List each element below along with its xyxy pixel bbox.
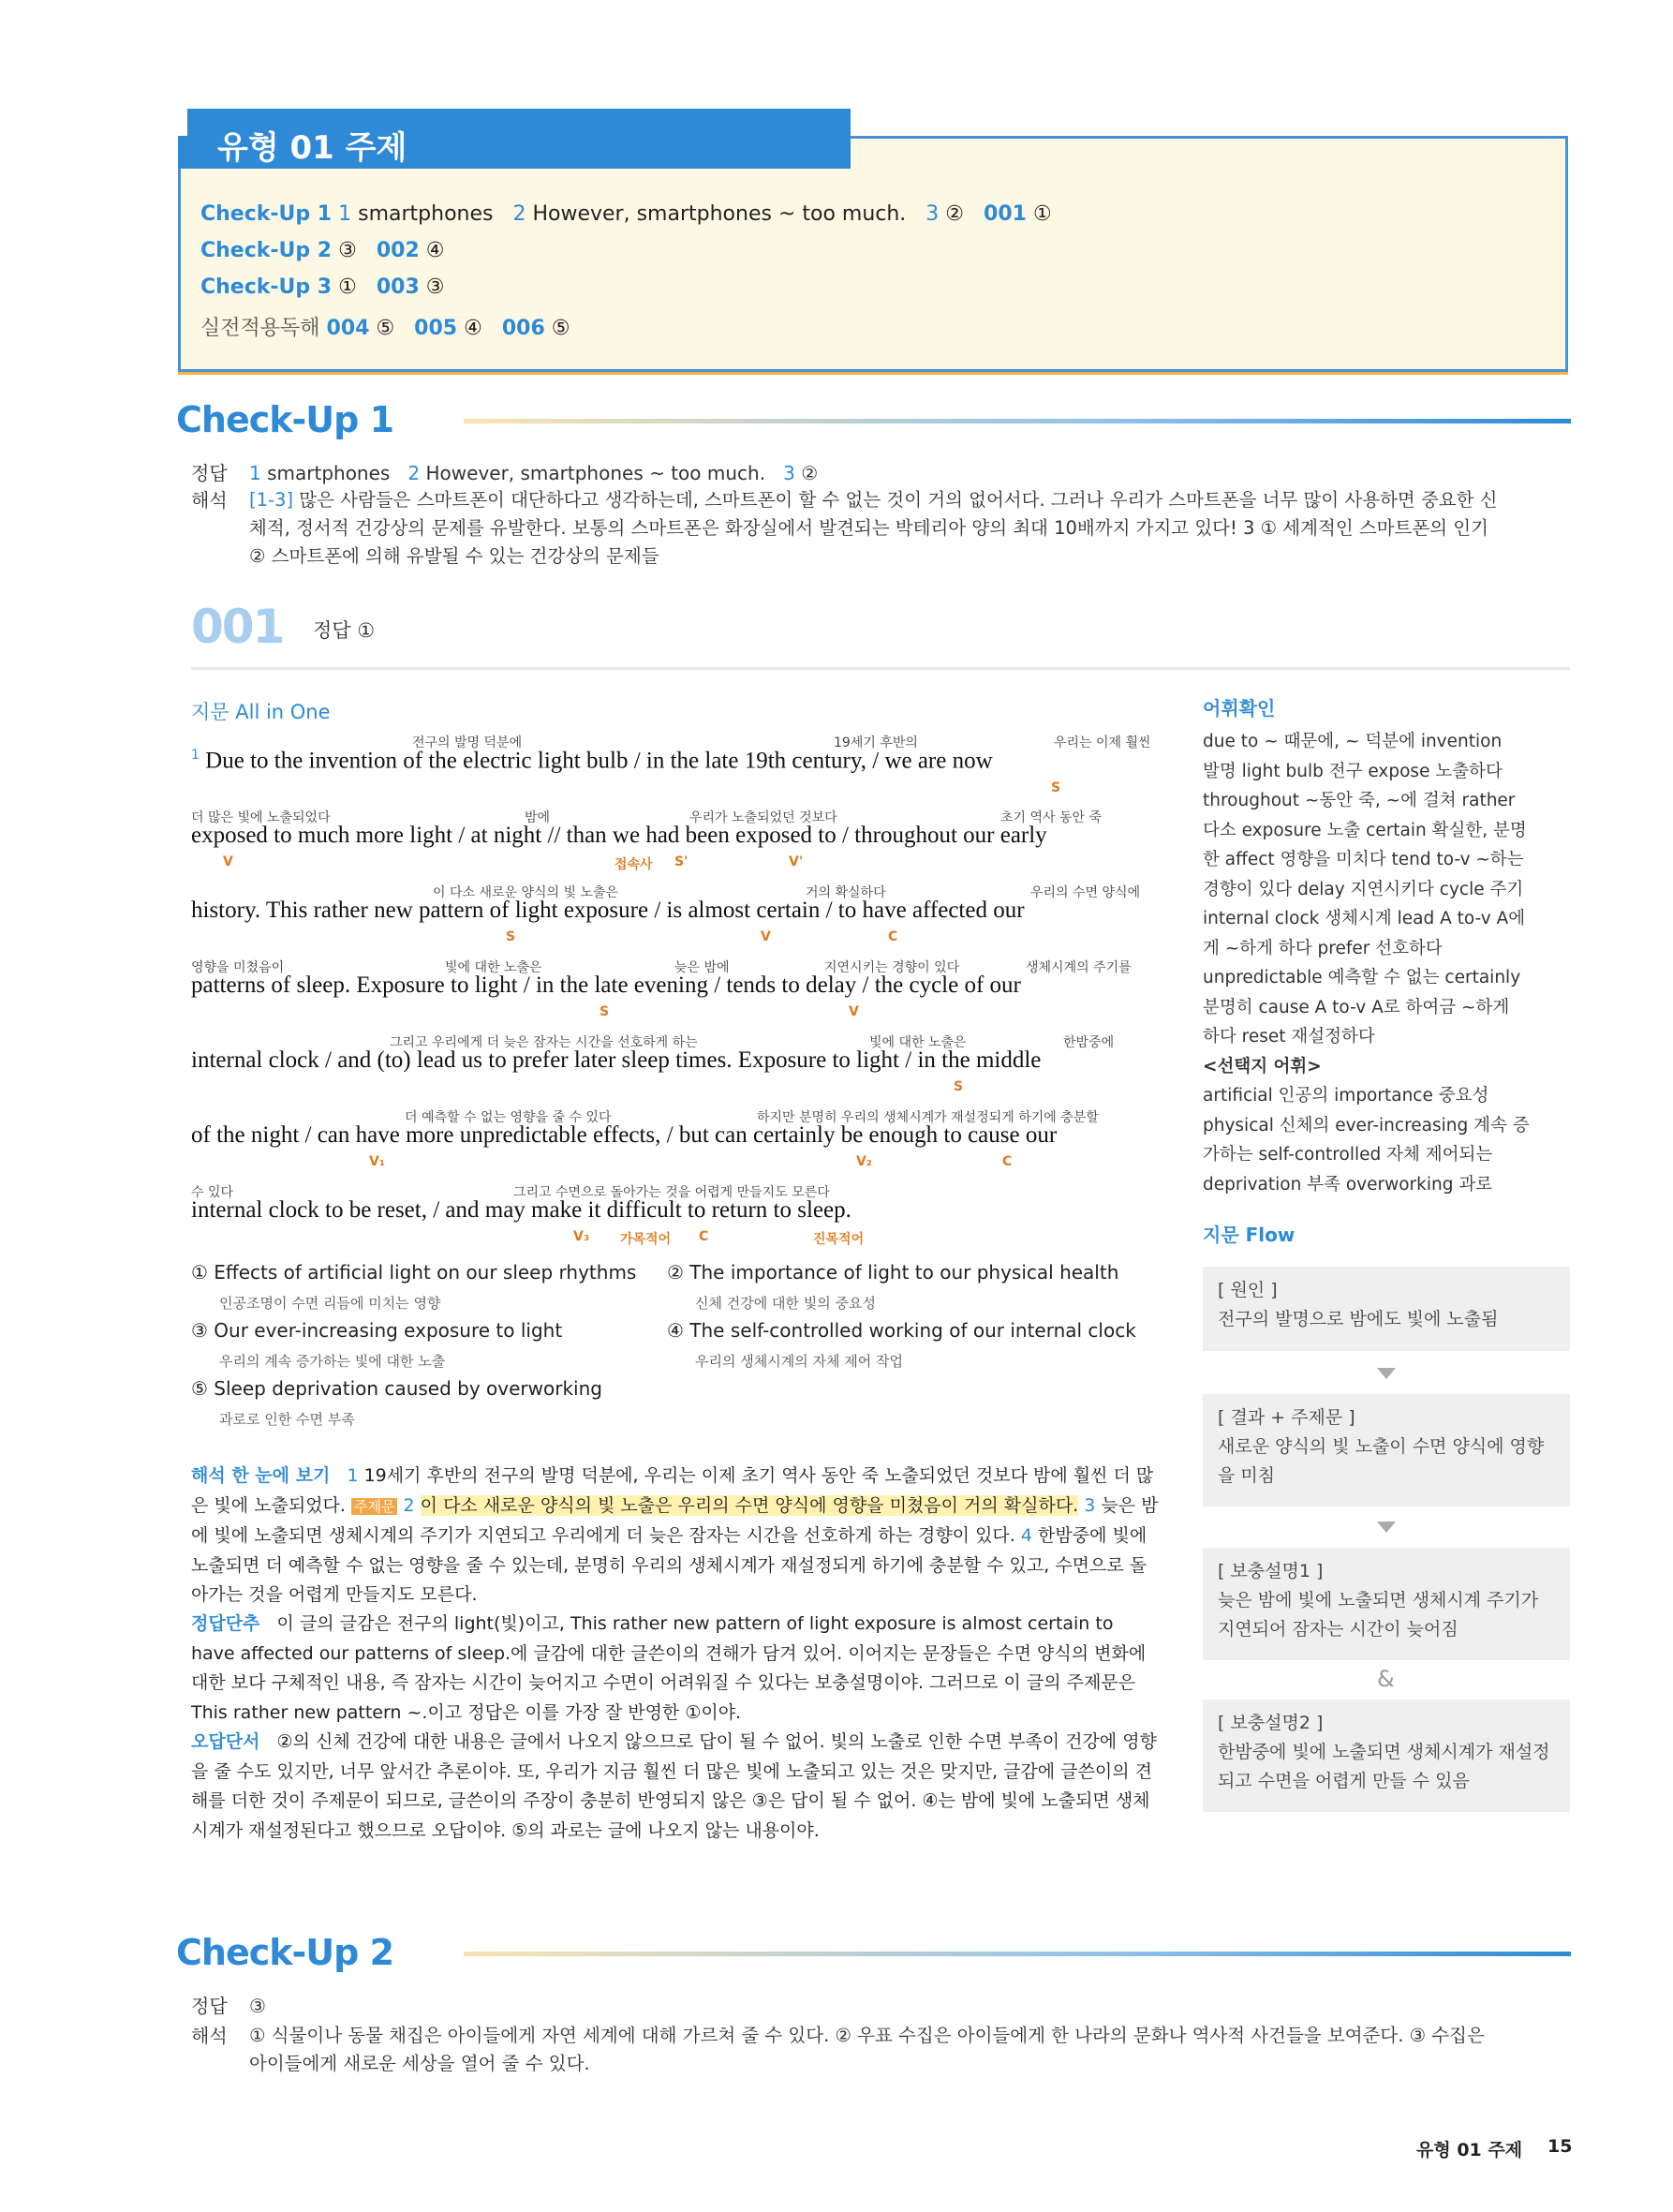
gloss: 더 많은 빛에 노출되었다 [191,810,331,825]
choice-5-ko: 과로로 인한 수면 부족 [219,1411,355,1428]
passage-line: history. This rather new pattern of light exposure / is almost certain / to have affected our [191,898,1025,923]
gloss: 밤에 [525,810,551,825]
grammar-mark: V [761,929,771,944]
gloss: 우리가 노출되었던 것보다 [689,810,837,825]
gloss: 그리고 우리에게 더 늦은 잠자는 시간을 선호하게 하는 [390,1035,698,1050]
checkup2-expl-label: 해석 [191,2025,228,2047]
question-number: 001 [191,600,284,654]
grammar-mark: C [1002,1154,1013,1169]
grammar-mark: V₂ [856,1154,872,1169]
grammar-mark: 진목적어 [813,1232,865,1247]
checkup2-answer-label: 정답 [191,1995,228,2017]
passage-line: patterns of sleep. Exposure to light / in the late evening / tends to delay / the cycle of our [191,972,1021,998]
gloss: 한밤중에 [1063,1035,1115,1050]
gloss: 전구의 발명 덕분에 [412,735,523,750]
choice-4[interactable]: ④ The self-controlled working of our internal clock [667,1319,1136,1342]
question-answer: 정답 ① [313,619,376,642]
grammar-mark: V [849,1004,859,1019]
gloss: 그리고 수면으로 돌아가는 것을 어렵게 만들지도 모른다 [513,1185,830,1200]
choice-2[interactable]: ② The importance of light to our physical health [667,1261,1119,1284]
gloss: 생체시계의 주기를 [1026,960,1132,975]
divider [191,667,1570,670]
grammar-mark: C [888,929,898,944]
grammar-mark: S [600,1004,610,1019]
passage-line: $^1$ Due to the invention of the electric light bulb / in the late 19th century, / we are now [191,748,993,774]
checkup1-answer: 1 smartphones 2 However, smartphones ~ too much. 3 ② [249,462,819,484]
flow-box-result: [ 결과 + 주제문 ] 새로운 양식의 빛 노출이 수면 양식에 영향을 미침 [1203,1394,1570,1507]
choice-4-ko: 우리의 생체시계의 자체 제어 작업 [695,1353,903,1370]
gloss: 빛에 대한 노출은 [869,1035,967,1050]
vocab-list: due to ~ 때문에, ~ 덕분에 invention 발명 light bulb 전구 expose 노출하다 throughout ~동안 죽, ~에 걸쳐 rather 다소 exposure 노출 certain 확실한, 분명 한 affect 영향을 미치다 tend to-v ~하는 경향이 있다 delay 지연시키다 cycle 주기 internal clock 생체시계 lead A to-v A에 게 ~하게 하다 prefer 선호하다 unpredictable 예측할 수 없는 certainly 분명히 cause A to-v A로 하여금 ~하게 하다 reset 재설정하다 <선택지 어휘> artificial 인공의 importance 중요성 physical 신체의 ever-increasing 계속 증 가하는 self-controlled 자체 제어되는 deprivation 부족 overworking 과로 [1203,732,1530,1195]
gloss: 늦은 밤에 [674,960,730,975]
vocab-title: 어휘확인 [1203,697,1276,720]
gloss: 초기 역사 동안 죽 [1000,810,1103,825]
passage-line: internal clock to be reset, / and may make it difficult to return to sleep. [191,1197,851,1223]
checkup1-title: Check-Up 1 [176,399,394,440]
grammar-mark: V₁ [369,1154,385,1169]
gloss: 수 있다 [191,1185,234,1200]
gloss: 이 다소 새로운 양식의 빛 노출은 [433,885,619,900]
grammar-mark: C [699,1229,709,1244]
gloss: 빛에 대한 노출은 [445,960,542,975]
section-divider [464,1952,1571,1956]
gloss: 19세기 후반의 [834,735,918,750]
passage-line: exposed to much more light / at night // than we had been exposed to / throughout our early [191,823,1047,848]
grammar-mark: V' [789,854,804,869]
checkup1-answer-label: 정답 [191,462,228,484]
answer-line-1: Check-Up 1 1 smartphones 2 However, smartphones ~ too much. 3 ② 001 ① [200,202,1052,226]
grammar-mark: 접속사 [614,857,653,872]
checkup1-expl-label: 해석 [191,489,228,512]
gloss: 영향을 미쳤음이 [191,960,285,975]
passage-label: 지문 All in One [191,701,331,723]
flow-box-support1: [ 보충설명1 ] 늦은 밤에 빛에 노출되면 생체시계 주기가 지연되어 잠자는 시간이 늦어짐 [1203,1548,1570,1660]
grammar-mark: 가목적어 [620,1232,672,1247]
grammar-mark: V₃ [573,1229,589,1244]
grammar-mark: S [954,1079,964,1094]
gloss: 지연시키는 경향이 있다 [824,960,960,975]
checkup1-explanation: [1-3] 많은 사람들은 스마트폰이 대단하다고 생각하는데, 스마트폰이 할 수 없는 것이 거의 없어서다. 그러나 우리가 스마트폰을 너무 많이 사용하면 중요한 신 체적, 정서적 건강상의 문제를 유발한다. 보통의 스마트폰은 화장실에서 발견되는 박테리아 양의 최대 10배까지 가지고 있다! 3 ① 세계적인 스마트폰의 인기 ② 스마트폰에 의해 유발될 수 있는 건강상의 문제들 [249,489,1498,567]
gloss: 하지만 분명히 우리의 생체시계가 재설정되게 하기에 충분할 [757,1110,1099,1125]
flow-title: 지문 Flow [1203,1224,1295,1246]
flow-amp: & [1377,1666,1395,1692]
flow-box-support2: [ 보충설명2 ] 한밤중에 빛에 노출되면 생체시계가 재설정되고 수면을 어렵게 만들 수 있음 [1203,1700,1570,1812]
flow-arrow-icon [1377,1522,1396,1533]
choice-3[interactable]: ③ Our ever-increasing exposure to light [191,1319,563,1342]
footer-section: 유형 01 주제 [1416,2140,1523,2160]
gloss: 우리는 이제 훨씬 [1054,735,1151,750]
choice-2-ko: 신체 건강에 대한 빛의 중요성 [695,1295,876,1312]
flow-box-cause: [ 원인 ] 전구의 발명으로 밤에도 빛에 노출됨 [1203,1267,1570,1351]
gloss: 더 예측할 수 없는 영향을 줄 수 있다 [405,1110,612,1125]
choice-3-ko: 우리의 계속 증가하는 빛에 대한 노출 [219,1353,446,1370]
checkup2-answer: ③ [249,1995,266,2017]
passage-line: of the night / can have more unpredictable effects, / but can certainly be enough to cause our [191,1122,1058,1148]
gloss: 우리의 수면 양식에 [1030,885,1141,900]
clue-block: 정답단추 이 글의 글감은 전구의 light(빛)이고, This rather new pattern of light exposure is almost certain to have affected our patterns of sleep.에 글감에 대한 글쓴이의 견해가 담겨 있어. 이어지는 문장들은 수면 양식의 변화에 대한 보다 구체적인 내용, 즉 잠자는 시간이 늦어지고 수면이 어려워질 수 있다는 보충설명이야. 그러므로 이 글의 주제문은 This rather new pattern ~.이고 정답은 이를 가장 잘 반영한 ①이야. [191,1613,1147,1723]
passage-line: internal clock / and (to) lead us to prefer later sleep times. Exposure to light / in the middle [191,1047,1042,1073]
translation-block: 해석 한 눈에 보기 1 19세기 후반의 전구의 발명 덕분에, 우리는 이제 초기 역사 동안 죽 노출되었던 것보다 밤에 훨씬 더 많은 빛에 노출되었다. 주제문 2 이 다소 새로운 양식의 빛 노출은 우리의 수면 양식에 영향을 미쳤음이 거의 확실하다. 3 늦은 밤에 빛에 노출되면 생체시계의 주기가 지연되고 우리에게 더 늦은 잠자는 시간을 선호하게 하는 경향이 있다. 4 한밤중에 빛에 노출되면 더 예측할 수 없는 영향을 줄 수 있는데, 분명히 우리의 생체시계가 재설정되게 하기에 충분할 수 있고, 수면으로 돌아가는 것을 어렵게 만들지도 모른다. [191,1465,1159,1605]
grammar-mark: S' [674,854,688,869]
type-title: 유형 01 주제 [187,109,851,169]
choice-1[interactable]: ① Effects of artificial light on our sleep rhythms [191,1261,637,1284]
answer-line-2: Check-Up 2 ③ 002 ④ [200,239,445,262]
choice-5[interactable]: ⑤ Sleep deprivation caused by overworking [191,1377,602,1400]
wrong-answer-block: 오답단서 ②의 신체 건강에 대한 내용은 글에서 나오지 않으므로 답이 될 수 없어. 빛의 노출로 인한 수면 부족이 건강에 영향을 줄 수도 있지만, 너무 앞서간 추론이야. 또, 우리가 지금 훨씬 더 많은 빛에 노출되고 있는 것은 맞지만, 글감에 글쓴이의 견해를 더한 것이 주제문이 되므로, 글쓴이의 주장이 충분히 반영되지 않은 ③은 답이 될 수 없어. ④는 밤에 빛에 노출되면 생체시계가 재설정된다고 했으므로 오답이야. ⑤의 과로는 글에 나오지 않는 내용이야. [191,1731,1157,1841]
checkup2-title: Check-Up 2 [176,1932,394,1973]
answer-line-3: Check-Up 3 ① 003 ③ [200,275,445,299]
gloss: 거의 확실하다 [806,885,886,900]
flow-arrow-icon [1377,1368,1396,1379]
section-divider [464,419,1571,423]
answer-line-4: 실전적용독해 004 ⑤ 005 ④ 006 ⑤ [200,317,570,340]
grammar-mark: S [1051,780,1061,795]
grammar-mark: V [223,854,233,869]
checkup2-explanation: ① 식물이나 동물 채집은 아이들에게 자연 세계에 대해 가르쳐 줄 수 있다. ② 우표 수집은 아이들에게 한 나라의 문화나 역사적 사건들을 보여준다. ③ 수집은 아이들에게 새로운 세상을 열어 줄 수 있다. [249,2025,1485,2074]
choice-1-ko: 인공조명이 수면 리듬에 미치는 영향 [219,1295,441,1312]
page-number: 15 [1547,2136,1573,2157]
grammar-mark: S [506,929,516,944]
